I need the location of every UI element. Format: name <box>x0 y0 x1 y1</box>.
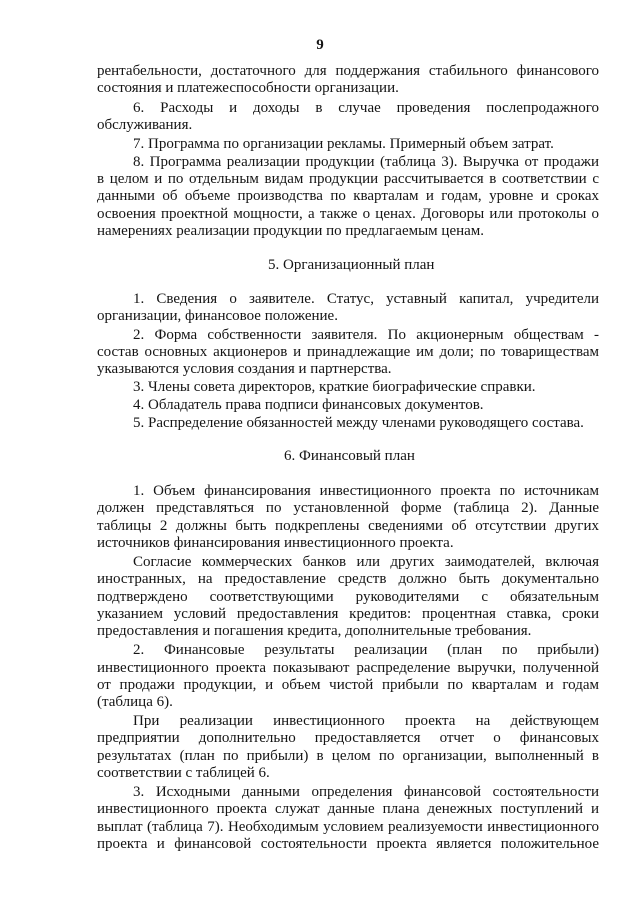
text-line: указанием условий предоставления кредитов: процентная ставка, сроки <box>97 606 599 622</box>
text-line: 1. Сведения о заявителе. Статус, уставный капитал, учредители <box>133 291 599 307</box>
text-line: подтверждено соответствующими руководителями с обязательным <box>97 589 599 605</box>
text-line: таблицы 2 должны быть подкреплены сведениями об отсутствии других <box>97 518 599 534</box>
text-line: Согласие коммерческих банков или других заимодателей, включая <box>133 554 599 570</box>
text-line: 5. Распределение обязанностей между членами руководящего состава. <box>133 415 584 431</box>
text-line: 6. Расходы и доходы в случае проведения послепродажного <box>133 100 599 116</box>
text-line: источников финансирования инвестиционного проекта. <box>97 535 454 551</box>
text-line: рентабельности, достаточного для поддержания стабильного финансового <box>97 63 599 79</box>
text-line: 8. Программа реализации продукции (таблица 3). Выручка от продажи <box>133 154 599 170</box>
text-line: 7. Программа по организации рекламы. Примерный объем затрат. <box>133 136 554 152</box>
text-line: соответствии с таблицей 6. <box>97 765 270 781</box>
text-line: намерениях реализации продукции по предлагаемым ценам. <box>97 223 485 239</box>
text-line: организации, финансовое положение. <box>97 308 338 324</box>
text-line: инвестиционного проекта служат данные плана денежных поступлений и <box>97 801 599 817</box>
text-line: состав основных акционеров и принадлежащие им доли; по товариществам <box>97 344 599 360</box>
section-heading: 5. Организационный план <box>268 257 435 273</box>
text-line: результатах (план по прибыли) в целом по организации, выполненный в <box>97 748 599 764</box>
text-line: 2. Финансовые результаты реализации (план по прибыли) <box>133 642 599 658</box>
section-heading: 6. Финансовый план <box>284 448 415 464</box>
text-line: 3. Члены совета директоров, краткие биографические справки. <box>133 379 536 395</box>
text-line: состояния и платежеспособности организации. <box>97 80 399 96</box>
text-line: 1. Объем финансирования инвестиционного проекта по источникам <box>133 483 599 499</box>
text-line: инвестиционного проекта показывают распределение выручки, полученной <box>97 660 599 676</box>
text-line: должен представляться по установленной форме (таблица 2). Данные <box>97 500 599 516</box>
text-line: выплат (таблица 7). Необходимым условием реализуемости инвестиционного <box>97 819 599 835</box>
page-number: 9 <box>316 37 324 53</box>
text-line: проекта и финансовой состоятельности проекта является положительное <box>97 836 599 852</box>
text-line: иностранных, на предоставление средств должно быть документально <box>97 571 599 587</box>
text-line: в целом и по отдельным видам продукции рассчитывается в соответствии с <box>97 171 599 187</box>
text-line: При реализации инвестиционного проекта на действующем <box>133 713 599 729</box>
text-line: освоения проектной мощности, а также о ценах. Договоры или протоколы о <box>97 206 599 222</box>
text-line: обслуживания. <box>97 117 193 133</box>
text-line: 3. Исходными данными определения финансовой состоятельности <box>133 784 599 800</box>
text-line: 2. Форма собственности заявителя. По акционерным обществам - <box>133 327 599 343</box>
text-line: указываются условия создания и партнерства. <box>97 361 392 377</box>
text-line: (таблица 6). <box>97 694 173 710</box>
text-line: от продажи продукции, и объем чистой прибыли по кварталам и годам <box>97 677 599 693</box>
text-line: предприятии дополнительно предоставляется отчет о финансовых <box>97 730 599 746</box>
text-line: данными об объеме производства по кварталам и годам, уровне и сроках <box>97 188 599 204</box>
text-line: предоставления и погашения кредита, дополнительные требования. <box>97 623 532 639</box>
text-line: 4. Обладатель права подписи финансовых документов. <box>133 397 484 413</box>
